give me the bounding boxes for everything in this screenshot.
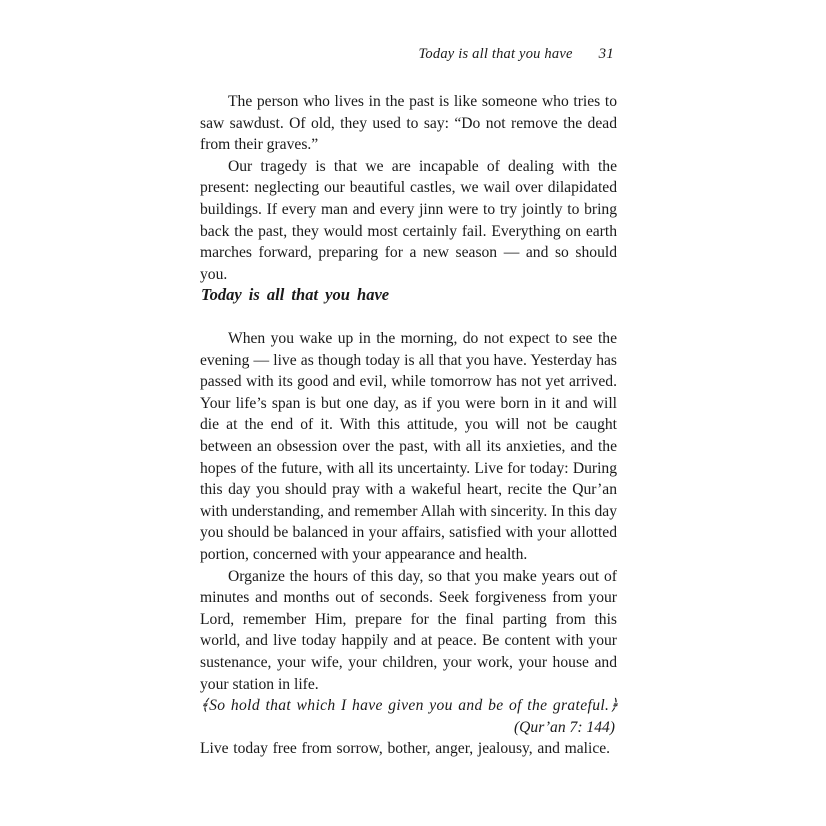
paragraph: Our tragedy is that we are incapable of dealing with the present: neglecting our beautiful castles, we wail over dilapidated buildings. If every man and every jinn were to try jointly to bring back the past, they would most certainly fail. Everything on earth marches forward, preparing for a new season — and so should you.: [200, 157, 617, 283]
closing-line: Live today free from sorrow, bother, anger, jealousy, and malice.: [200, 740, 611, 758]
paragraph: The person who lives in the past is like someone who tries to saw sawdust. Of old, they used to say: “Do not remove the dead from their graves.”: [200, 93, 617, 154]
section-heading: Today is all that you have: [201, 285, 390, 304]
opening-text-block: [200, 91, 617, 285]
running-header: [419, 46, 615, 63]
quote-reference: (Qur’an 7: 144): [513, 718, 615, 736]
page-number: 31: [598, 46, 614, 62]
section-body: [200, 328, 617, 760]
quran-quote: ﴾So hold that which I have given you and be of the grateful.﴿: [200, 697, 619, 715]
paragraph: When you wake up in the morning, do not expect to see the evening — live as though today is all that you have. Yesterday has passed with its good and evil, while tomorrow has not yet arrived. Your life’s span is but one day, as if you were born in it and will die at the end of it. With this attitude, you will not be caught between an obsession over the past, with all its anxieties, and the hopes of the future, with all its uncertainty. Live for today: During this day you should pray with a wakeful heart, recite the Qur’an with understanding, and remember Allah with sincerity. In this day you should be balanced in your affairs, satisfied with your allotted portion, concerned with your appearance and health.: [200, 330, 617, 563]
paragraph: Organize the hours of this day, so that you make years out of minutes and months out of seconds. Seek forgiveness from your Lord, remember Him, prepare for the final parting from this world, and live today happily and at peace. Be content with your sustenance, your wife, your children, your work, your house and your station in life.: [200, 567, 617, 693]
running-title: Today is all that you have: [418, 46, 573, 62]
